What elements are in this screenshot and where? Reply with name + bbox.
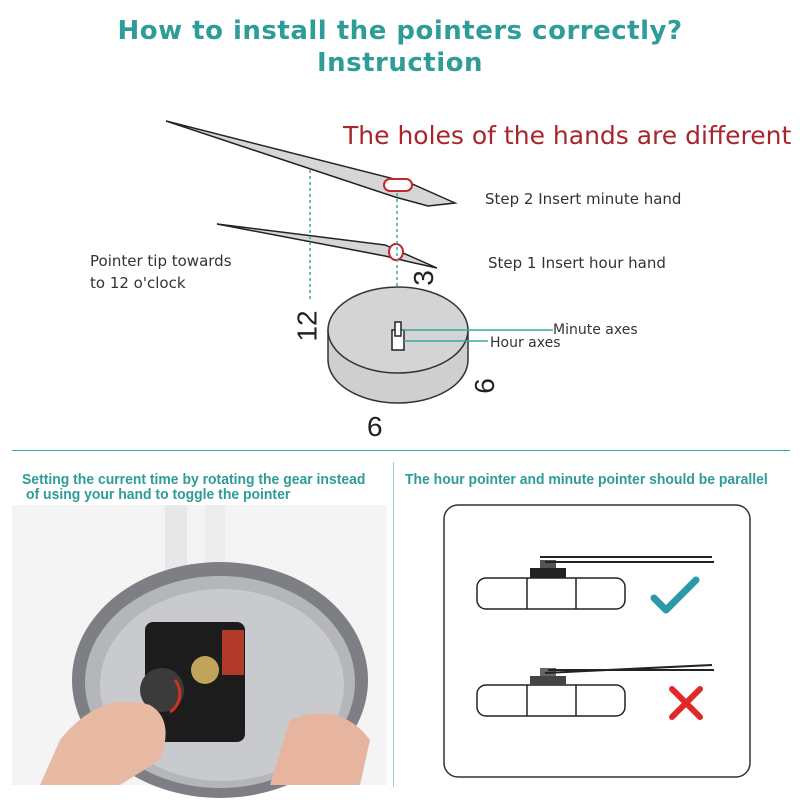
hour-axes-label: Hour axes <box>490 335 561 351</box>
panel-divider <box>393 462 394 787</box>
pointer-tip-line1: Pointer tip towards <box>90 252 232 270</box>
minute-hand-hole <box>384 179 412 191</box>
dial-number-9: 9 <box>367 411 383 442</box>
dial-number-6: 6 <box>468 378 500 394</box>
dial-number-3: 3 <box>407 270 439 286</box>
holes-note: The holes of the hands are different <box>343 121 792 150</box>
section-divider <box>12 450 790 451</box>
hour-hand <box>217 224 437 268</box>
clock-photo <box>12 505 387 798</box>
movement-correct <box>477 578 625 609</box>
parallel-frame <box>444 505 750 777</box>
step1-label: Step 1 Insert hour hand <box>488 254 666 272</box>
minute-hand <box>166 121 455 206</box>
left-caption-line1: Setting the current time by rotating the gear instead <box>22 471 366 488</box>
minute-axis-shaft <box>395 322 401 336</box>
minute-axes-label: Minute axes <box>553 322 638 338</box>
movement-wrong <box>477 685 625 716</box>
hour-hand-hole <box>389 244 403 260</box>
pointer-tip-line2: to 12 o'clock <box>90 274 186 292</box>
step2-label: Step 2 Insert minute hand <box>485 190 682 208</box>
right-caption: The hour pointer and minute pointer should be parallel <box>405 471 768 488</box>
dial-number-12: 12 <box>291 310 323 342</box>
page-title: How to install the pointers correctly? <box>117 16 683 46</box>
left-caption-line2: of using your hand to toggle the pointer <box>26 486 291 503</box>
page-subtitle: Instruction <box>316 48 484 78</box>
